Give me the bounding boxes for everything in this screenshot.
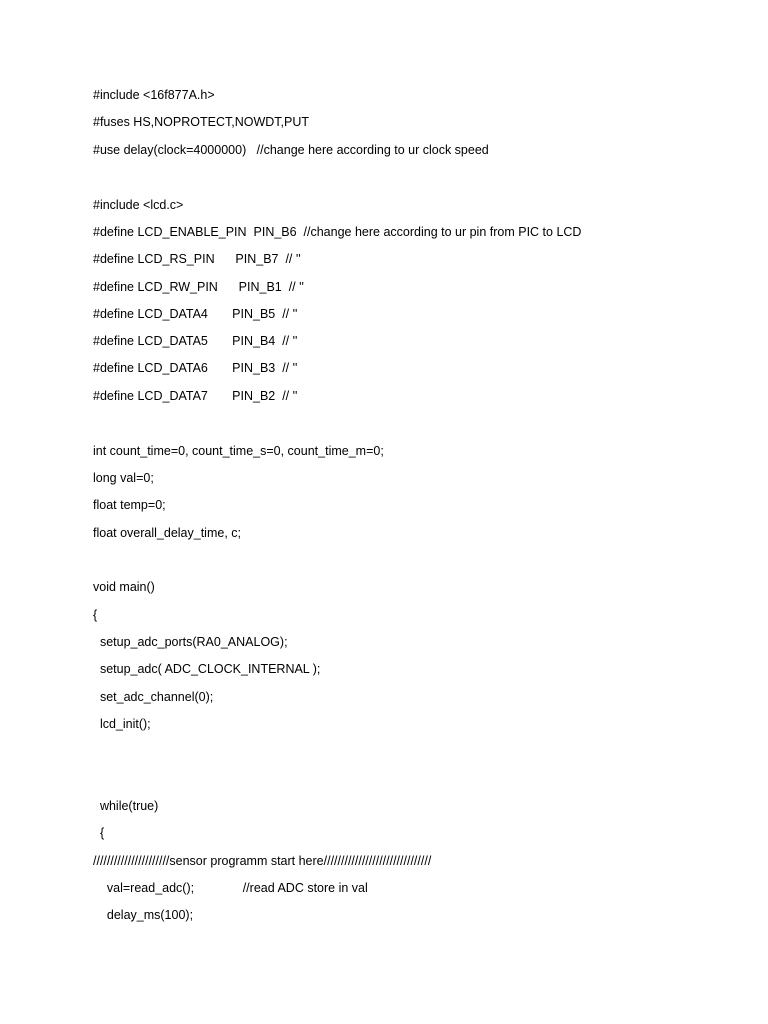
code-line-sensor-comment: //////////////////////sensor programm start here/////////////////////////////// (93, 854, 432, 868)
code-line-define-rw: #define LCD_RW_PIN PIN_B1 // '' (93, 280, 304, 294)
code-line-define-data4: #define LCD_DATA4 PIN_B5 // '' (93, 307, 298, 321)
code-line-fuses: #fuses HS,NOPROTECT,NOWDT,PUT (93, 115, 309, 129)
code-line-delay-ms: delay_ms(100); (93, 908, 194, 922)
code-line-include-lcd: #include <lcd.c> (93, 198, 184, 212)
code-line-lcd-init: lcd_init(); (93, 717, 151, 731)
code-line-define-data6: #define LCD_DATA6 PIN_B3 // '' (93, 361, 298, 375)
code-line-while-true: while(true) (93, 799, 159, 813)
code-line-float-temp: float temp=0; (93, 498, 166, 512)
code-line-use-delay: #use delay(clock=4000000) //change here according to ur clock speed (93, 143, 489, 157)
code-line-define-data5: #define LCD_DATA5 PIN_B4 // '' (93, 334, 298, 348)
code-line-float-delay: float overall_delay_time, c; (93, 526, 241, 540)
code-line-define-enable: #define LCD_ENABLE_PIN PIN_B6 //change here according to ur pin from PIC to LCD (93, 225, 582, 239)
code-line-setup-adc-ports: setup_adc_ports(RA0_ANALOG); (93, 635, 288, 649)
code-line-int-vars: int count_time=0, count_time_s=0, count_time_m=0; (93, 444, 384, 458)
code-line-define-data7: #define LCD_DATA7 PIN_B2 // '' (93, 389, 298, 403)
code-line-include-pic: #include <16f877A.h> (93, 88, 215, 102)
code-line-set-adc-channel: set_adc_channel(0); (93, 690, 214, 704)
code-line-open-brace: { (93, 608, 98, 622)
code-line-while-brace: { (93, 826, 105, 840)
code-line-long-val: long val=0; (93, 471, 154, 485)
code-line-read-adc: val=read_adc(); //read ADC store in val (93, 881, 368, 895)
code-line-setup-adc: setup_adc( ADC_CLOCK_INTERNAL ); (93, 662, 321, 676)
code-line-define-rs: #define LCD_RS_PIN PIN_B7 // '' (93, 252, 301, 266)
code-line-void-main: void main() (93, 580, 155, 594)
